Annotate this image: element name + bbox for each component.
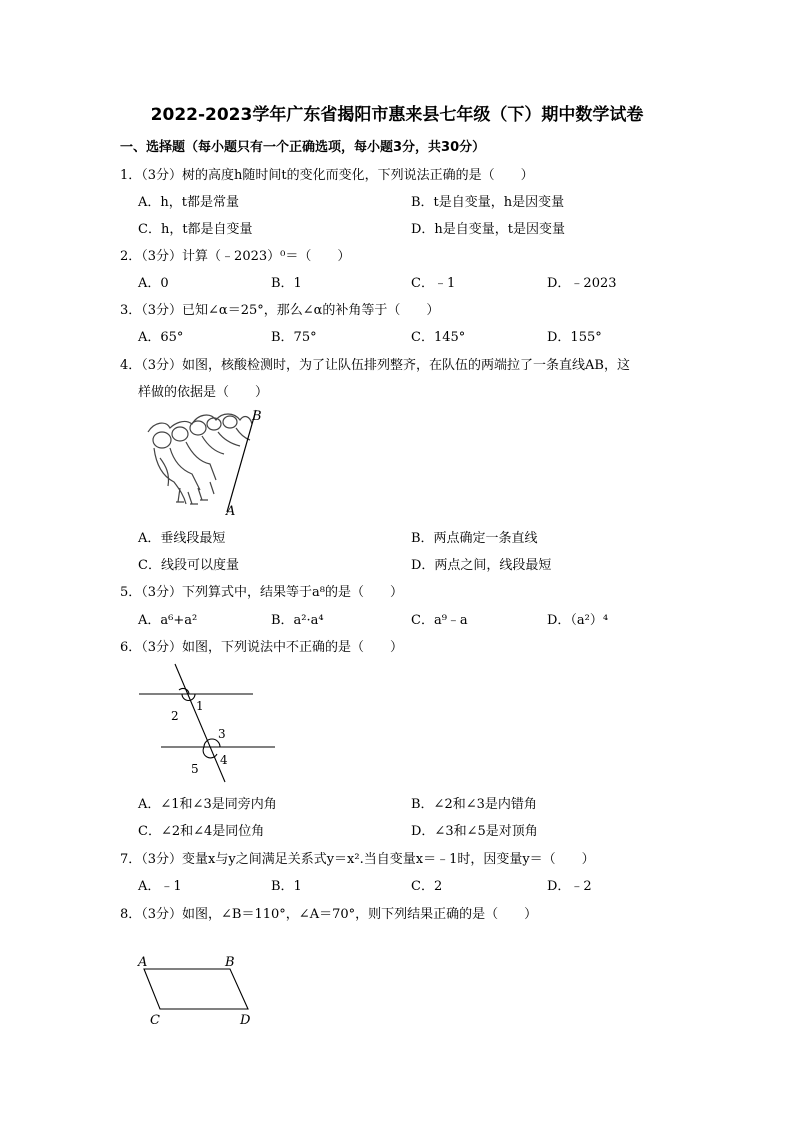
q5-option-a: A．a⁶+a² xyxy=(138,613,198,628)
section-heading: 一、选择题（每小题只有一个正确选项，每小题3分，共30分） xyxy=(120,140,486,155)
q3-option-d: D．155° xyxy=(547,330,602,345)
q7-option-d: D．﹣2 xyxy=(547,879,592,894)
q4-option-a: A．垂线段最短 xyxy=(138,531,226,546)
queue-figure xyxy=(140,404,270,516)
q6-option-d: D．∠3和∠5是对顶角 xyxy=(411,824,538,839)
angle-3-label: 3 xyxy=(218,727,226,741)
q5-option-c: C．a⁹﹣a xyxy=(411,613,468,628)
q4-option-c: C．线段可以度量 xyxy=(138,558,239,573)
vertex-b-label: B xyxy=(225,955,235,970)
question-5-stem: 5．（3分）下列算式中，结果等于a⁸的是（ ） xyxy=(120,585,404,600)
q6-option-b: B．∠2和∠3是内错角 xyxy=(411,797,537,812)
page-title: 2022-2023学年广东省揭阳市惠来县七年级（下）期中数学试卷 xyxy=(150,105,644,125)
q3-option-a: A．65° xyxy=(138,330,184,345)
parallel-lines-figure xyxy=(135,660,285,785)
question-1-stem: 1．（3分）树的高度h随时间t的变化而变化，下列说法正确的是（ ） xyxy=(120,168,534,183)
q7-option-b: B．1 xyxy=(271,879,302,894)
q6-option-c: C．∠2和∠4是同位角 xyxy=(138,824,265,839)
q1-option-b: B．t是自变量，h是因变量 xyxy=(411,195,565,210)
q4-option-b: B．两点确定一条直线 xyxy=(411,531,538,546)
vertex-c-label: C xyxy=(150,1013,160,1028)
q1-option-d: D．h是自变量，t是因变量 xyxy=(411,222,566,237)
question-4-stem-line2: 样做的依据是（ ） xyxy=(138,385,269,400)
angle-2-label: 2 xyxy=(171,709,179,723)
q1-option-a: A．h，t都是常量 xyxy=(138,195,239,210)
q5-option-d: D．（a²）⁴ xyxy=(547,613,609,628)
q1-option-c: C．h，t都是自变量 xyxy=(138,222,253,237)
question-6-stem: 6．（3分）如图，下列说法中不正确的是（ ） xyxy=(120,640,404,655)
q4-option-d: D．两点之间，线段最短 xyxy=(411,558,552,573)
question-2-stem: 2．（3分）计算（﹣2023）⁰＝（ ） xyxy=(120,249,351,264)
question-4-stem-line1: 4．（3分）如图，核酸检测时，为了让队伍排列整齐，在队伍的两端拉了一条直线AB，这 xyxy=(120,358,630,373)
point-b-label: B xyxy=(252,409,262,424)
angle-4-label: 4 xyxy=(220,753,228,767)
q2-option-b: B．1 xyxy=(271,276,302,291)
q3-option-b: B．75° xyxy=(271,330,317,345)
angle-1-label: 1 xyxy=(196,699,204,713)
q7-option-a: A．﹣1 xyxy=(138,879,182,894)
q3-option-c: C．145° xyxy=(411,330,466,345)
q6-option-a: A．∠1和∠3是同旁内角 xyxy=(138,797,277,812)
q5-option-b: B．a²·a⁴ xyxy=(271,613,324,628)
point-a-label: A xyxy=(226,504,236,516)
q2-option-c: C．﹣1 xyxy=(411,276,456,291)
parallelogram-figure xyxy=(130,950,270,1030)
q2-option-d: D．﹣2023 xyxy=(547,276,617,291)
question-3-stem: 3．（3分）已知∠α＝25°，那么∠α的补角等于（ ） xyxy=(120,303,440,318)
vertex-a-label: A xyxy=(138,955,148,970)
q2-option-a: A．0 xyxy=(138,276,169,291)
question-8-stem: 8．（3分）如图，∠B＝110°，∠A＝70°，则下列结果正确的是（ ） xyxy=(120,907,538,922)
question-7-stem: 7．（3分）变量x与y之间满足关系式y＝x².当自变量x＝﹣1时，因变量y＝（ ） xyxy=(120,852,595,867)
vertex-d-label: D xyxy=(240,1013,251,1028)
q7-option-c: C．2 xyxy=(411,879,443,894)
angle-5-label: 5 xyxy=(191,762,199,776)
